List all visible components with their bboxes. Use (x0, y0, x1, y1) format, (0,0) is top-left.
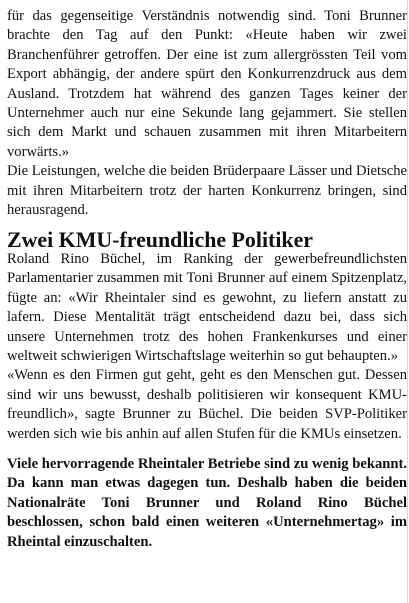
closing-bold-paragraph: Viele hervorragende Rheintaler Betriebe sind zu wenig bekannt. Da kann man etwas dagegen tun. Deshalb haben die beiden Nationalräte Toni Brunner und Roland Rino Büchel beschlossen, schon bald einen weiteren «Unternehmertag» im Rheintal einzuschalten. (7, 455, 407, 550)
paragraph-buechel-quote: Roland Rino Büchel, im Ranking der gewerbefreundlichsten Parlamentarier zusammen mit Toni Brunner auf einem Spitzenplatz, fügte an: «Wir Rheintaler sind es gewohnt, zu liefern anstatt zu lafern. Diese Mentalität trägt entscheidend dazu bei, dass sich unsere Unternehmen trotz des hohen Frankenkurses und einer weltweit schwierigen Wirtschaftslage weiterhin so gut behaupten.» (7, 250, 407, 364)
paragraph-performance: Die Leistungen, welche die beiden Brüderpaare Lässer und Dietsche mit ihren Mitarbeitern trotz der harten Konkurrenz bringen, sind herausragend. (7, 163, 407, 219)
paragraph-kmu-friendly: «Wenn es den Firmen gut geht, geht es den Menschen gut. Dessen sind wir uns bewusst, deshalb politisieren wir konsequent KMU-freundlich», sagte Brunner zu Büchel. Die beiden SVP-Politiker werden sich wie bis anhin auf allen Stufen für die KMUs einsetzen. (7, 367, 407, 442)
section-heading: Zwei KMU-freundliche Politiker (7, 227, 314, 253)
paragraph-brunner-quote: für das gegenseitige Verständnis notwendig sind. Toni Brunner brachte den Tag auf den Punkt: «Heute haben wir zwei Branchenführer getroffen. Der eine ist zum allergrössten Teil vom Export abhängig, der andere spürt den Konkurrenzdruck aus dem Ausland. Trotzdem hat während des ganzen Tages keiner der Unternehmer auch nur eine Sekunde lang gejammert. Sie stellen sich dem Markt und schauen zusammen mit ihren Mitarbeitern vorwärts.» (7, 8, 407, 160)
article-body (7, 7, 407, 552)
spacer (7, 444, 407, 455)
page-edge-divider (407, 0, 408, 603)
